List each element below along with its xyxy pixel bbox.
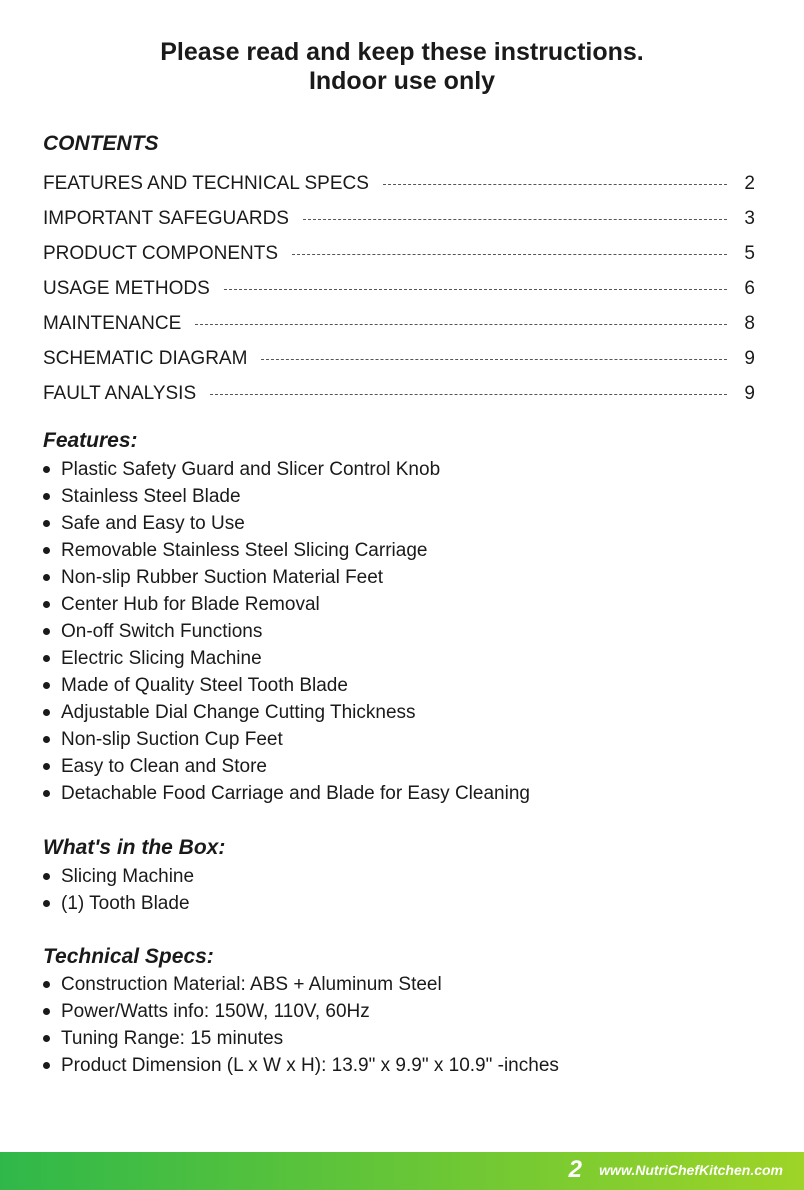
toc-leader bbox=[303, 219, 727, 220]
list-item-text: On-off Switch Functions bbox=[61, 621, 263, 642]
toc-label: FAULT ANALYSIS bbox=[43, 382, 197, 404]
list-item bbox=[43, 753, 530, 780]
table-of-contents bbox=[43, 166, 755, 411]
list-item-text: Stainless Steel Blade bbox=[61, 486, 241, 507]
bullet-icon bbox=[43, 1035, 50, 1042]
toc-leader bbox=[210, 394, 727, 395]
list-item-text: Plastic Safety Guard and Slicer Control Knob bbox=[61, 459, 441, 480]
box-list bbox=[43, 863, 194, 917]
list-item bbox=[43, 591, 530, 618]
bullet-icon bbox=[43, 655, 50, 662]
list-item bbox=[43, 1052, 559, 1079]
bullet-icon bbox=[43, 981, 50, 988]
bullet-icon bbox=[43, 466, 50, 473]
list-item-text: Made of Quality Steel Tooth Blade bbox=[61, 675, 348, 696]
features-list bbox=[43, 456, 530, 807]
list-item bbox=[43, 699, 530, 726]
toc-label: SCHEMATIC DIAGRAM bbox=[43, 347, 248, 369]
specs-title: Technical Specs: bbox=[43, 945, 214, 968]
bullet-icon bbox=[43, 547, 50, 554]
bullet-icon bbox=[43, 873, 50, 880]
bullet-icon bbox=[43, 790, 50, 797]
toc-row bbox=[43, 236, 755, 271]
list-item bbox=[43, 780, 530, 807]
list-item bbox=[43, 645, 530, 672]
list-item-text: Non-slip Rubber Suction Material Feet bbox=[61, 567, 384, 588]
contents-title: CONTENTS bbox=[43, 132, 159, 155]
toc-leader bbox=[383, 184, 727, 185]
bullet-icon bbox=[43, 709, 50, 716]
toc-row bbox=[43, 306, 755, 341]
bullet-icon bbox=[43, 1062, 50, 1069]
specs-list bbox=[43, 971, 559, 1079]
list-item-text: Slicing Machine bbox=[61, 866, 195, 887]
bullet-icon bbox=[43, 601, 50, 608]
list-item bbox=[43, 998, 559, 1025]
list-item-text: Center Hub for Blade Removal bbox=[61, 594, 320, 615]
toc-label: IMPORTANT SAFEGUARDS bbox=[43, 207, 289, 229]
list-item-text: (1) Tooth Blade bbox=[61, 893, 190, 914]
header-line-1: Please read and keep these instructions. bbox=[160, 38, 644, 66]
list-item-text: Non-slip Suction Cup Feet bbox=[61, 729, 283, 750]
toc-page-number: 2 bbox=[744, 172, 755, 194]
toc-label: MAINTENANCE bbox=[43, 312, 182, 334]
list-item-text: Detachable Food Carriage and Blade for Easy Cleaning bbox=[61, 783, 530, 804]
list-item bbox=[43, 971, 559, 998]
bullet-icon bbox=[43, 628, 50, 635]
toc-page-number: 3 bbox=[744, 207, 755, 229]
toc-row bbox=[43, 201, 755, 236]
bullet-icon bbox=[43, 1008, 50, 1015]
toc-page-number: 9 bbox=[744, 382, 755, 404]
list-item bbox=[43, 456, 530, 483]
list-item bbox=[43, 618, 530, 645]
list-item bbox=[43, 672, 530, 699]
toc-label: USAGE METHODS bbox=[43, 277, 210, 299]
bullet-icon bbox=[43, 574, 50, 581]
toc-label: FEATURES AND TECHNICAL SPECS bbox=[43, 172, 369, 194]
toc-row bbox=[43, 271, 755, 306]
list-item-text: Power/Watts info: 150W, 110V, 60Hz bbox=[61, 1001, 370, 1022]
list-item-text: Construction Material: ABS + Aluminum Steel bbox=[61, 974, 442, 995]
toc-page-number: 8 bbox=[744, 312, 755, 334]
list-item bbox=[43, 890, 194, 917]
list-item-text: Electric Slicing Machine bbox=[61, 648, 262, 669]
toc-page-number: 9 bbox=[744, 347, 755, 369]
list-item bbox=[43, 510, 530, 537]
bullet-icon bbox=[43, 736, 50, 743]
toc-leader bbox=[292, 254, 727, 255]
toc-label: PRODUCT COMPONENTS bbox=[43, 242, 279, 264]
header-line-2: Indoor use only bbox=[308, 67, 496, 95]
toc-page-number: 6 bbox=[744, 277, 755, 299]
box-title: What's in the Box: bbox=[43, 836, 226, 859]
toc-row bbox=[43, 341, 755, 376]
footer-bar bbox=[0, 1152, 804, 1190]
bullet-icon bbox=[43, 493, 50, 500]
list-item bbox=[43, 726, 530, 753]
page-number: 2 bbox=[568, 1156, 582, 1183]
list-item bbox=[43, 1025, 559, 1052]
toc-leader bbox=[261, 359, 727, 360]
list-item bbox=[43, 564, 530, 591]
toc-leader bbox=[195, 324, 727, 325]
list-item bbox=[43, 483, 530, 510]
list-item-text: Safe and Easy to Use bbox=[61, 513, 245, 534]
list-item bbox=[43, 863, 194, 890]
toc-leader bbox=[224, 289, 727, 290]
list-item-text: Product Dimension (L x W x H): 13.9" x 9.9" x 10.9" -inches bbox=[61, 1055, 559, 1076]
list-item-text: Removable Stainless Steel Slicing Carriage bbox=[61, 540, 428, 561]
features-title: Features: bbox=[43, 429, 138, 452]
website-link[interactable]: www.NutriChefKitchen.com bbox=[599, 1162, 783, 1178]
bullet-icon bbox=[43, 682, 50, 689]
toc-page-number: 5 bbox=[744, 242, 755, 264]
bullet-icon bbox=[43, 900, 50, 907]
list-item-text: Tuning Range: 15 minutes bbox=[61, 1028, 284, 1049]
list-item-text: Adjustable Dial Change Cutting Thickness bbox=[61, 702, 416, 723]
list-item-text: Easy to Clean and Store bbox=[61, 756, 267, 777]
toc-row bbox=[43, 376, 755, 411]
page-header bbox=[0, 38, 804, 96]
list-item bbox=[43, 537, 530, 564]
bullet-icon bbox=[43, 763, 50, 770]
toc-row bbox=[43, 166, 755, 201]
bullet-icon bbox=[43, 520, 50, 527]
